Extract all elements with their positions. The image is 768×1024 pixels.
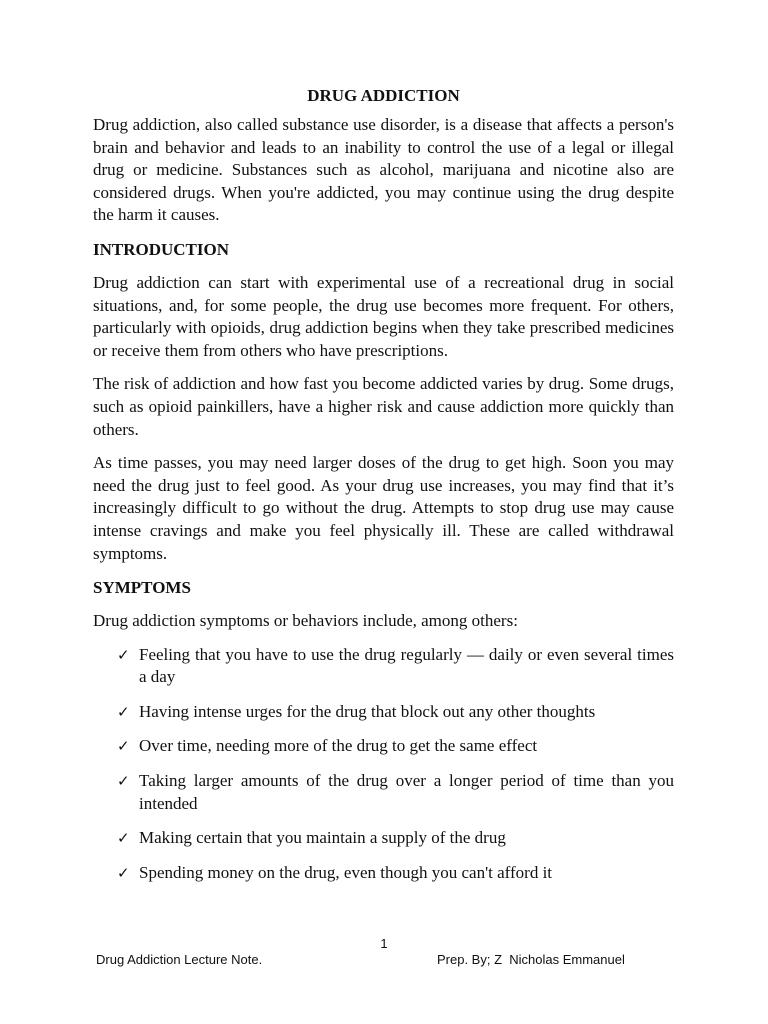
check-icon: ✓: [117, 772, 130, 791]
document-page: [93, 84, 674, 896]
list-item: [93, 862, 674, 885]
list-item-text: Feeling that you have to use the drug regularly — daily or even several times a day: [139, 644, 674, 687]
check-icon: ✓: [117, 645, 130, 664]
paragraph: Drug addiction can start with experimental use of a recreational drug in social situations, and, for some people, the drug use becomes more frequent. For others, particularly with opioids, drug addiction begins when they take prescribed medicines or receive them from others who have prescriptions.: [93, 272, 674, 360]
section-heading-introduction: INTRODUCTION: [93, 239, 230, 259]
list-item-text: Taking larger amounts of the drug over a longer period of time than you intended: [139, 771, 674, 813]
symptom-list: [93, 644, 674, 885]
list-item-text: Making certain that you maintain a supply of the drug: [139, 828, 506, 848]
section-heading-symptoms: SYMPTOMS: [93, 578, 191, 598]
check-icon: ✓: [117, 863, 130, 882]
list-intro-paragraph: Drug addiction symptoms or behaviors include, among others:: [93, 611, 518, 631]
list-item-text: Having intense urges for the drug that block out any other thoughts: [139, 701, 596, 721]
list-item-text: Over time, needing more of the drug to get the same effect: [139, 736, 538, 756]
paragraph: As time passes, you may need larger doses of the drug to get high. Soon you may need the drug just to feel good. As your drug use increases, you may find that it’s increasingly difficult to go without the drug. Attempts to stop drug use may cause intense cravings and make you feel physically ill. These are called withdrawal symptoms.: [93, 453, 674, 563]
intro-paragraph: Drug addiction, also called substance use disorder, is a disease that affects a person's brain and behavior and leads to an inability to control the use of a legal or illegal drug or medicine. Substances such as alcohol, marijuana and nicotine also are considered drugs. When you're addicted, you may continue using the drug despite the harm it causes.: [93, 115, 674, 225]
document-title: DRUG ADDICTION: [307, 86, 460, 105]
list-item: [93, 644, 674, 689]
check-icon: ✓: [117, 737, 130, 756]
footer-title: Drug Addiction Lecture Note.: [96, 952, 263, 967]
check-icon: ✓: [117, 829, 130, 848]
check-icon: ✓: [117, 702, 130, 721]
list-item: [93, 735, 674, 758]
list-item: [93, 701, 674, 724]
footer-author: Prep. By; Z Nicholas Emmanuel: [437, 952, 625, 967]
list-item: [93, 770, 674, 815]
page-number: 1: [380, 936, 388, 951]
list-item-text: Spending money on the drug, even though you can't afford it: [139, 862, 553, 882]
paragraph: The risk of addiction and how fast you become addicted varies by drug. Some drugs, such as opioid painkillers, have a higher risk and cause addiction more quickly than others.: [93, 374, 674, 439]
list-item: [93, 827, 674, 850]
